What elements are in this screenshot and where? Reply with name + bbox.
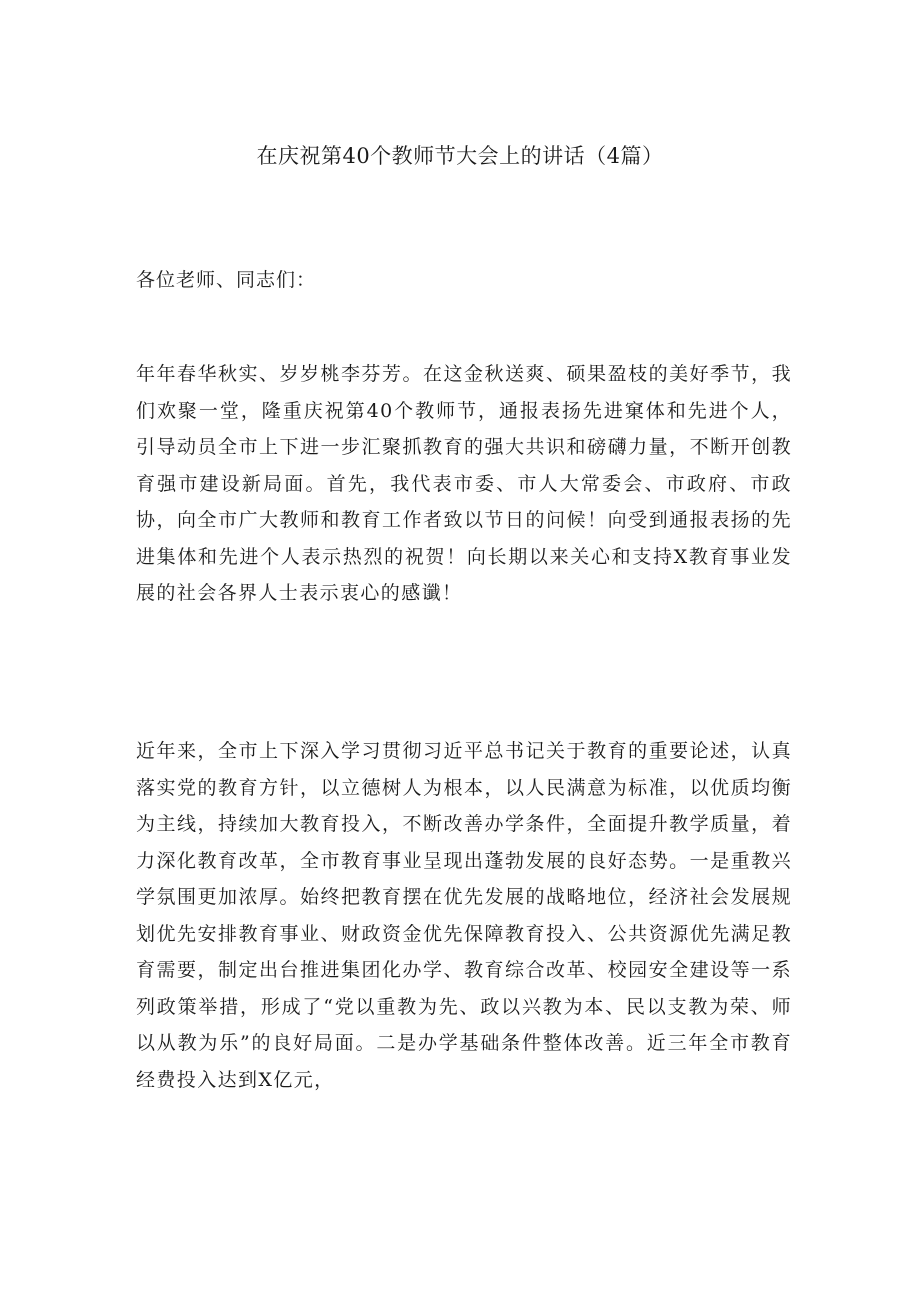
body-paragraph: 年年春华秋实、岁岁桃李芬芳。在这金秋送爽、硕果盈枝的美好季节，我们欢聚一堂，隆重庆祝第40个教师节，通报表扬先进窠体和先进个人，引导动员全市上下进一步汇聚抓教育的强大共识和磅礴力量，不断开创教育强市建设新局面。首先，我代表市委、市人大常委会、市政府、市政协，向全市广大教师和教育工作者致以节日的问候！向受到通报表扬的先进集体和先进个人表示热烈的祝贺！向长期以来关心和支持X教育事业发展的社会各界人士表示衷心的感谶！ [136, 363, 792, 604]
document-title: 在庆祝第40个教师节大会上的讲话（4篇） [256, 144, 664, 168]
salutation: 各位老师、同志们： [136, 269, 317, 291]
body-paragraph: 近年来，全市上下深入学习贯彻习近平总书记关于教育的重要论述，认真落实党的教育方针，以立德树人为根本，以人民满意为标准，以优质均衡为主线，持续加大教育投入，不断改善办学条件，全面提升教学质量，着力深化教育改革，全市教育事业呈现出蓬勃发展的良好态势。一是重教兴学氛围更加浓厚。始终把教育摆在优先发展的战略地位，经济社会发展规划优先安排教育事业、财政资金优先保障教育投入、公共资源优先满足教育需要，制定出台推进集团化办学、教育综合改革、校园安全建设等一系列政策举措，形成了“党以重教为先、政以兴教为本、民以支教为荣、师以从教为乐”的良好局面。二是办学基础条件整体改善。近三年全市教育经费投入达到X亿元， [136, 740, 792, 1091]
